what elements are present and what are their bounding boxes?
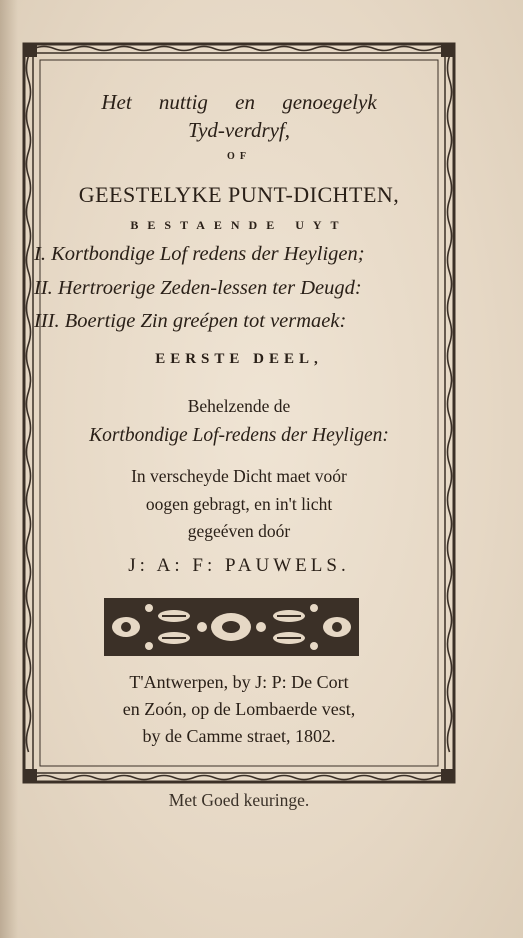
printer-ornament-icon	[104, 598, 359, 656]
imprint-line-2: en Zoón, op de Lombaerde vest,	[122, 699, 356, 719]
imprint-line-1: T'Antwerpen, by J: P: De Cort	[129, 672, 349, 692]
content-item-2: II. Hertroerige Zeden-lessen ter Deugd:	[34, 277, 362, 299]
spine-shadow	[0, 0, 18, 938]
title-page-text	[22, 42, 456, 784]
content-item-1: I. Kortbondige Lof redens der Heyligen;	[34, 243, 365, 265]
behelzende-line: Behelzende de	[187, 396, 291, 416]
volume-subject: Kortbondige Lof-redens der Heyligen:	[89, 425, 389, 446]
volume-label: EERSTE DEEL,	[155, 351, 323, 367]
description-line-3: gegeéven doór	[187, 521, 291, 541]
subtitle-bestaende: BESTAENDE UYT	[130, 218, 348, 232]
author-name: J: A: F: PAUWELS.	[128, 555, 350, 576]
title-line-2: Tyd-verdryf,	[187, 118, 291, 142]
connector-of: OF	[227, 151, 251, 162]
description-line-1: In verscheyde Dicht maet voór	[131, 466, 347, 486]
title-line-1: Het nuttig en genoegelyk	[101, 90, 377, 114]
description-line-2: oogen gebragt, en in't licht	[145, 494, 333, 514]
content-item-3: III. Boertige Zin greépen tot vermaek:	[34, 310, 347, 332]
imprint-line-3: by de Camme straet, 1802.	[142, 726, 336, 746]
main-title: GEESTELYKE PUNT-DICHTEN,	[78, 182, 400, 207]
approbation-note: Met Goed keuringe.	[168, 790, 310, 810]
